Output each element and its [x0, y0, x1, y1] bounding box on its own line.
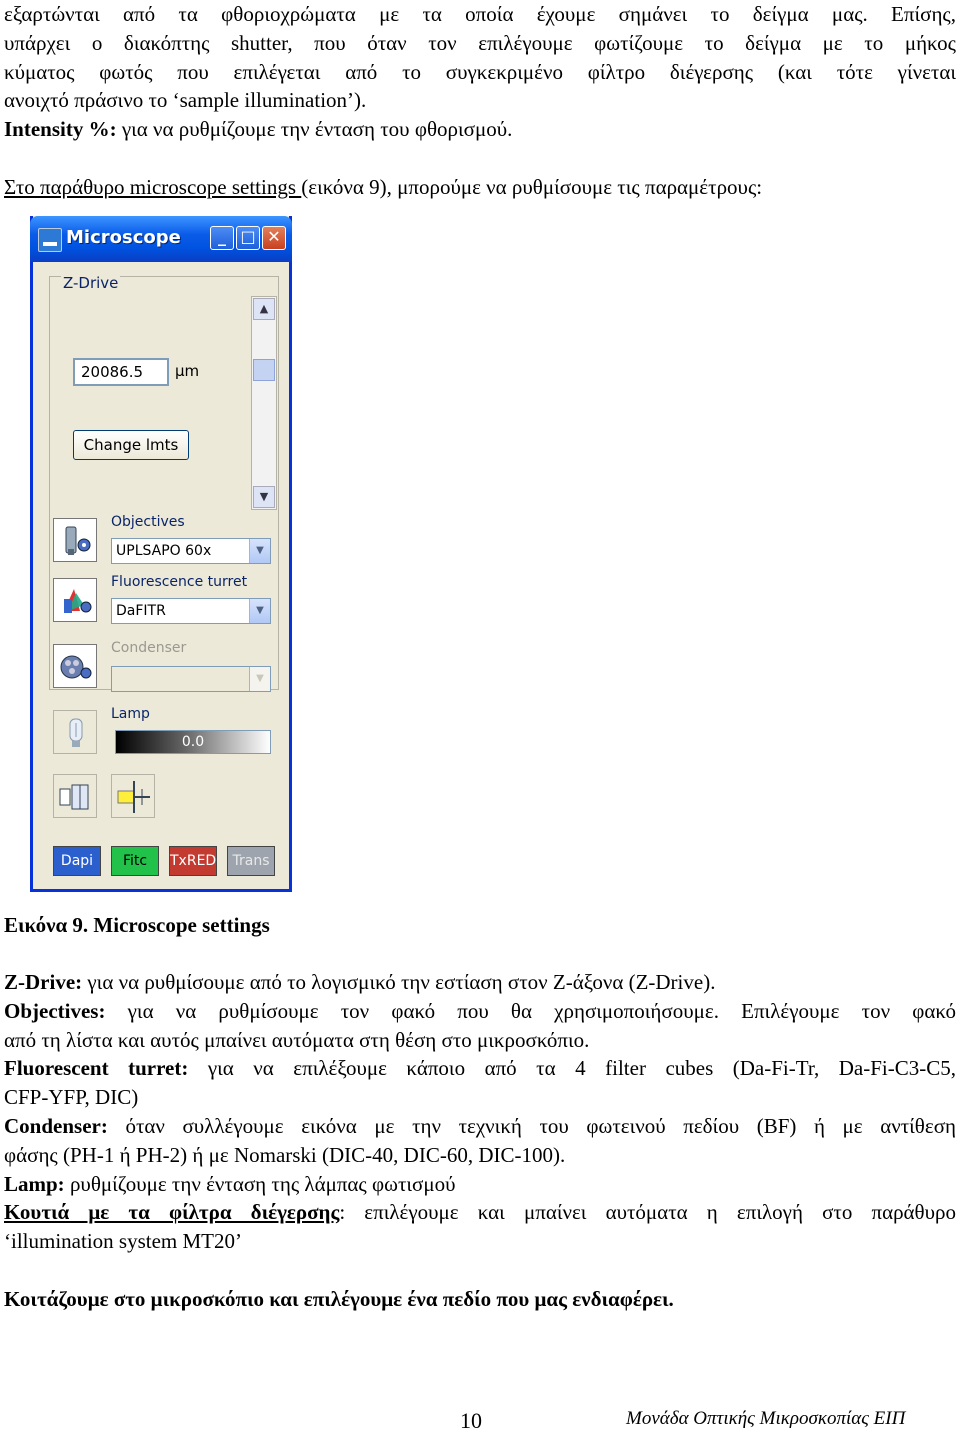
def-lamp	[4, 1170, 956, 1199]
turret-select[interactable]	[111, 598, 271, 624]
zdrive-label: Z-Drive	[63, 274, 119, 292]
condenser-label: Condenser	[111, 640, 187, 656]
term-intensity: Intensity %:	[4, 117, 117, 141]
filter-button-trans[interactable]: Trans	[227, 846, 275, 876]
underlined-intro: Στο παράθυρο microscope settings	[4, 175, 302, 199]
window-title: Microscope	[66, 227, 181, 248]
slider-thumb[interactable]	[253, 359, 275, 381]
chevron-up-icon[interactable]: ▲	[253, 298, 275, 320]
def-filter-boxes	[4, 1198, 956, 1227]
objectives-label: Objectives	[111, 514, 185, 530]
desc-lamp: ρυθμίζουμε την ένταση της λάμπας φωτισμού	[64, 1172, 456, 1196]
intensity-desc: για να ρυθμίζουμε την ένταση του φθορισμού.	[116, 117, 513, 141]
caption-text: Εικόνα 9. Microscope settings	[4, 913, 270, 937]
objective-value: UPLSAPO 60x	[116, 543, 212, 559]
objective-lens-icon[interactable]	[53, 518, 97, 562]
close-button[interactable]: ✕	[262, 226, 286, 250]
filter-button-txred[interactable]: TxRED	[169, 846, 217, 876]
def-zdrive	[4, 968, 956, 997]
body-text-line: εξαρτώνται από τα φθοριοχρώματα με τα οποία έχουμε σημάνει το δείγμα μας. Επίσης,	[4, 2, 956, 26]
turret-value: DaFITR	[116, 603, 166, 619]
microscope-window	[30, 216, 292, 892]
term-filter-boxes	[4, 1200, 339, 1224]
def-turret-cont: CFP-YFP, DIC)	[4, 1085, 139, 1109]
filter-button-dapi[interactable]: Dapi	[53, 846, 101, 876]
zdrive-group	[49, 276, 279, 690]
chevron-down-icon[interactable]: ▼	[253, 486, 275, 508]
chevron-down-icon[interactable]: ▼	[249, 667, 270, 691]
turret-label: Fluorescence turret	[111, 574, 248, 590]
lamp-value: 0.0	[181, 734, 205, 750]
def-condenser	[4, 1112, 956, 1141]
body-text-line: ανοιχτό πράσινο το ‘sample illumination’).	[4, 88, 367, 112]
def-turret	[4, 1054, 956, 1083]
term-condenser: Condenser:	[4, 1114, 108, 1138]
figure-caption	[4, 911, 956, 940]
intro-window-line	[4, 173, 956, 202]
body-text-line: υπάρχει ο διακόπτης shutter, που όταν τον επιλέγουμε φωτίζουμε το δείγμα με το μήκος	[4, 31, 956, 55]
filter-button-fitc[interactable]: Fitc	[111, 846, 159, 876]
desc-zdrive: για να ρυθμίσουμε από το λογισμικό την εστίαση στον Z-άξονα (Z-Drive).	[82, 970, 716, 994]
objectives-select[interactable]	[111, 538, 271, 564]
zdrive-slider[interactable]	[251, 296, 277, 510]
term-lamp: Lamp:	[4, 1172, 65, 1196]
chevron-down-icon[interactable]: ▼	[249, 599, 270, 623]
lamp-label: Lamp	[111, 706, 150, 722]
z-unit-label: µm	[175, 362, 200, 380]
chevron-down-icon[interactable]: ▼	[249, 539, 270, 563]
desc-condenser: όταν συλλέγουμε εικόνα με την τεχνική του φωτεινού πεδίου (BF) ή με αντίθεση	[107, 1114, 956, 1138]
intensity-line	[4, 115, 956, 144]
minimize-button[interactable]: _	[210, 226, 234, 250]
desc-turret: για να επιλέξουμε κάποιο από τα 4 filter cubes (Da-Fi-Tr, Da-Fi-C3-C5,	[188, 1056, 956, 1080]
term-zdrive: Z-Drive:	[4, 970, 83, 994]
lamp-bulb-icon[interactable]	[53, 710, 97, 754]
condenser-select[interactable]	[111, 666, 271, 692]
condenser-icon[interactable]	[53, 644, 97, 688]
footer-unit-name: Μονάδα Οπτικής Μικροσκοπίας ΕΙΠ	[626, 1408, 906, 1429]
final-instruction-text: Κοιτάζουμε στο μικροσκόπιο και επιλέγουμε ένα πεδίο που μας ενδιαφέρει.	[4, 1287, 674, 1311]
def-filter-boxes-cont: ‘illumination system MT20’	[4, 1229, 242, 1253]
maximize-button[interactable]: □	[236, 226, 260, 250]
term-filter-boxes-u: Κουτιά με τα φίλτρα διέγερσης	[4, 1200, 340, 1224]
page-number: 10	[460, 1408, 482, 1433]
intro-desc: (εικόνα 9), μπορούμε να ρυθμίσουμε τις παραμέτρους:	[301, 175, 763, 199]
change-limits-button[interactable]: Change lmts	[73, 430, 189, 460]
desc-filter-boxes: : επιλέγουμε και μπαίνει αυτόματα η επιλογή στο παράθυρο	[339, 1200, 956, 1224]
z-position-input[interactable]: 20086.5	[73, 358, 169, 386]
desc-objectives: για να ρυθμίσουμε τον φακό που θα χρησιμοποιήσουμε. Επιλέγουμε τον φακό	[105, 999, 956, 1023]
def-objectives-cont: από τη λίστα και αυτός μπαίνει αυτόματα στη θέση στο μικροσκόπιο.	[4, 1028, 590, 1052]
body-text-line: κύματος φωτός που επιλέγεται από το συγκεκριμένο φίλτρο διέγερσης (και τότε γίνεται	[4, 60, 956, 84]
shutter-icon[interactable]	[53, 774, 97, 818]
app-icon	[38, 228, 62, 252]
title-bar	[30, 216, 292, 262]
sample-illumination-icon[interactable]	[111, 774, 155, 818]
turret-icon[interactable]	[53, 578, 97, 622]
lamp-intensity-slider[interactable]	[115, 730, 271, 754]
term-objectives: Objectives:	[4, 999, 106, 1023]
def-condenser-cont: φάσης (PH-1 ή PH-2) ή με Nomarski (DIC-40, DIC-60, DIC-100).	[4, 1143, 566, 1167]
def-objectives	[4, 997, 956, 1026]
final-instruction	[4, 1285, 956, 1314]
term-turret: Fluorescent turret:	[4, 1056, 189, 1080]
